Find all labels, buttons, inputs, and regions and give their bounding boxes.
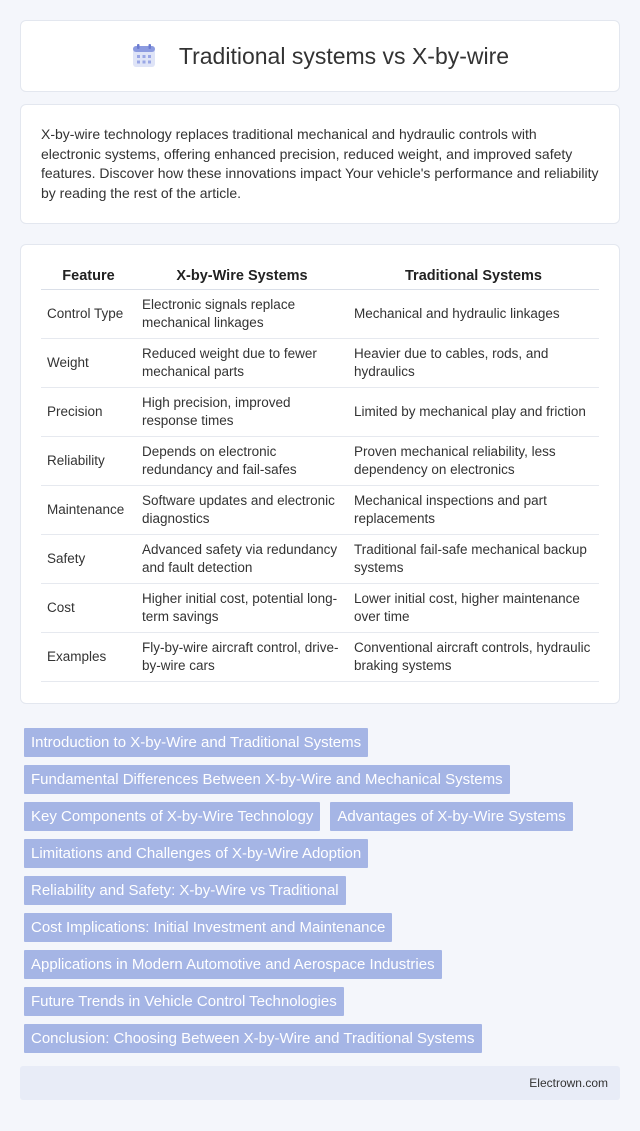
link-cost-implications[interactable]: Cost Implications: Initial Investment and Maintenance <box>24 913 392 942</box>
column-header: X-by-Wire Systems <box>136 263 348 289</box>
xbywire-cell: High precision, improved response times <box>136 387 348 436</box>
comparison-table-card <box>20 244 620 704</box>
table-row <box>41 485 599 534</box>
xbywire-cell: Advanced safety via redundancy and fault detection <box>136 534 348 583</box>
table-header-row <box>41 263 599 289</box>
traditional-cell: Lower initial cost, higher maintenance over time <box>348 583 599 632</box>
link-applications[interactable]: Applications in Modern Automotive and Aerospace Industries <box>24 950 442 979</box>
link-fundamental-differences[interactable]: Fundamental Differences Between X-by-Wire and Mechanical Systems <box>24 765 510 794</box>
table-row <box>41 534 599 583</box>
traditional-cell: Conventional aircraft controls, hydraulic braking systems <box>348 632 599 681</box>
footer <box>20 1066 620 1100</box>
table-row <box>41 436 599 485</box>
link-conclusion[interactable]: Conclusion: Choosing Between X-by-Wire and Traditional Systems <box>24 1024 482 1053</box>
column-header: Feature <box>41 263 136 289</box>
feature-cell: Control Type <box>41 289 136 338</box>
table-row <box>41 289 599 338</box>
intro-card <box>20 104 620 224</box>
xbywire-cell: Electronic signals replace mechanical linkages <box>136 289 348 338</box>
intro-text: X-by-wire technology replaces traditional mechanical and hydraulic controls with electronic systems, offering enhanced precision, reduced weight, and improved safety features. Discover how these innovations impact Your vehicle's performance and reliability by reading the rest of the article. <box>41 126 599 201</box>
title-card <box>20 20 620 92</box>
feature-cell: Reliability <box>41 436 136 485</box>
xbywire-cell: Reduced weight due to fewer mechanical parts <box>136 338 348 387</box>
article-links <box>24 728 624 1061</box>
link-future-trends[interactable]: Future Trends in Vehicle Control Technologies <box>24 987 344 1016</box>
traditional-cell: Limited by mechanical play and friction <box>348 387 599 436</box>
feature-cell: Safety <box>41 534 136 583</box>
table-row <box>41 632 599 681</box>
table-row <box>41 338 599 387</box>
xbywire-cell: Higher initial cost, potential long-term savings <box>136 583 348 632</box>
feature-cell: Examples <box>41 632 136 681</box>
feature-cell: Maintenance <box>41 485 136 534</box>
traditional-cell: Mechanical inspections and part replacements <box>348 485 599 534</box>
column-header: Traditional Systems <box>348 263 599 289</box>
footer-site-name[interactable]: Electrown.com <box>529 1076 608 1090</box>
feature-cell: Weight <box>41 338 136 387</box>
calendar-grid-icon <box>131 43 157 69</box>
comparison-table <box>41 263 599 682</box>
traditional-cell: Mechanical and hydraulic linkages <box>348 289 599 338</box>
table-row <box>41 583 599 632</box>
link-key-components[interactable]: Key Components of X-by-Wire Technology <box>24 802 320 831</box>
xbywire-cell: Software updates and electronic diagnostics <box>136 485 348 534</box>
feature-cell: Cost <box>41 583 136 632</box>
traditional-cell: Proven mechanical reliability, less dependency on electronics <box>348 436 599 485</box>
link-advantages[interactable]: Advantages of X-by-Wire Systems <box>330 802 572 831</box>
xbywire-cell: Fly-by-wire aircraft control, drive-by-wire cars <box>136 632 348 681</box>
page-title: Traditional systems vs X-by-wire <box>178 42 510 69</box>
xbywire-cell: Depends on electronic redundancy and fail-safes <box>136 436 348 485</box>
table-row <box>41 387 599 436</box>
traditional-cell: Heavier due to cables, rods, and hydraulics <box>348 338 599 387</box>
link-limitations[interactable]: Limitations and Challenges of X-by-Wire Adoption <box>24 839 368 868</box>
link-reliability-safety[interactable]: Reliability and Safety: X-by-Wire vs Traditional <box>24 876 346 905</box>
traditional-cell: Traditional fail-safe mechanical backup systems <box>348 534 599 583</box>
feature-cell: Precision <box>41 387 136 436</box>
link-introduction[interactable]: Introduction to X-by-Wire and Traditional Systems <box>24 728 368 757</box>
